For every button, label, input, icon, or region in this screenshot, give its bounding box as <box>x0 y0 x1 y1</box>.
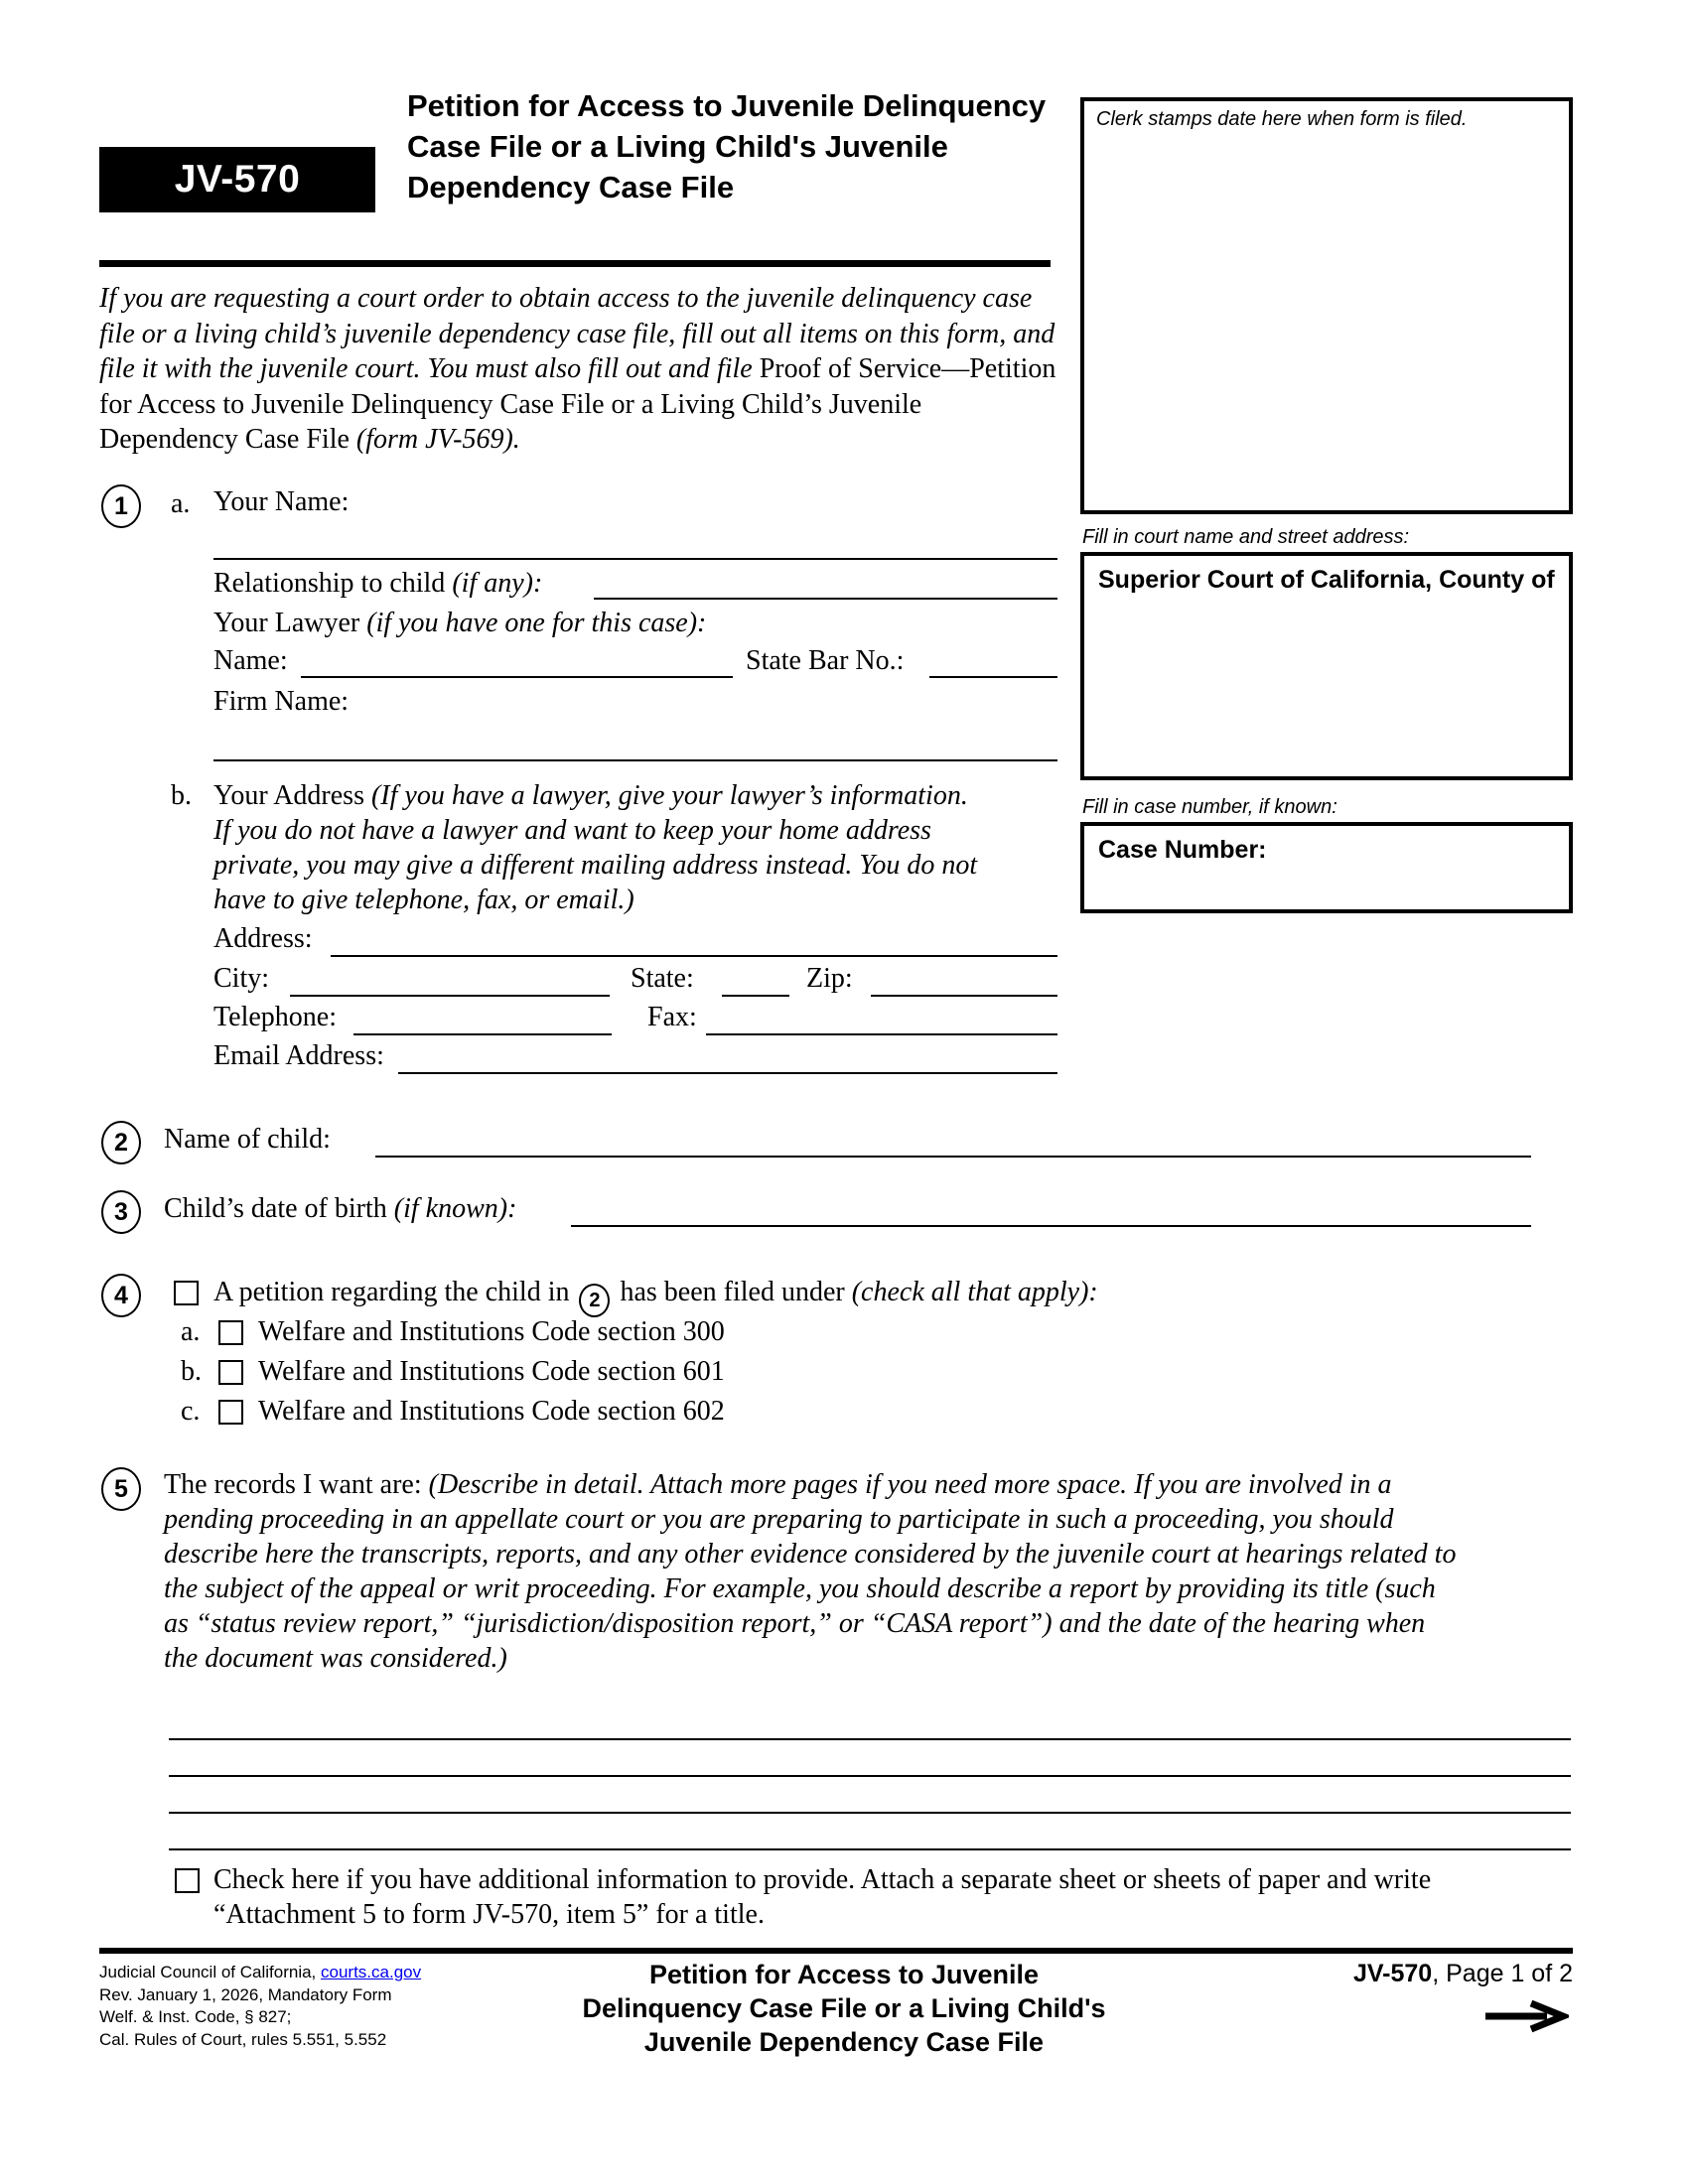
address-input[interactable] <box>331 955 1057 957</box>
child-dob-label-text: Child’s date of birth <box>164 1193 387 1224</box>
page-title: Petition for Access to Juvenile Delinquency Case File or a Living Child's Juvenile Dependency Case File <box>407 88 1047 205</box>
item-5-additional-text-2: “Attachment 5 to form JV-570, item 5” for a title. <box>213 1899 765 1930</box>
footer-revision-text: Rev. January 1, 2026, Mandatory Form <box>99 1984 392 2004</box>
clerk-stamp-caption: Clerk stamps date here when form is filed. <box>1096 108 1468 130</box>
telephone-label: Telephone: <box>213 1002 337 1032</box>
your-address-label-text: Your Address <box>213 780 364 811</box>
item-4-lead-part1: A petition regarding the child in <box>213 1277 570 1307</box>
fax-input[interactable] <box>706 1033 1057 1035</box>
footer-form-title <box>427 1958 1261 2059</box>
item-5-answer-line-2[interactable] <box>169 1775 1571 1777</box>
child-dob-label <box>164 1192 516 1226</box>
item-1a-letter: a. <box>171 488 191 519</box>
item-5-number: 5 <box>101 1467 141 1511</box>
your-address-label <box>213 779 968 813</box>
item-4c-label: Welfare and Institutions Code section 602 <box>258 1396 725 1427</box>
intro-text-part2: Proof of Service—Petition for Access to Juvenile Delinquency Case File or a Living Child’s Juvenile Dependency Case File <box>99 353 1056 455</box>
item-5-lead-text: The records I want are: <box>164 1469 422 1500</box>
relationship-hint: (if any): <box>452 568 543 599</box>
court-name-label: Superior Court of California, County of <box>1098 566 1555 594</box>
relationship-label <box>213 567 542 601</box>
item-4b-checkbox[interactable] <box>218 1360 243 1385</box>
item-5-answer-line-1[interactable] <box>169 1738 1571 1740</box>
item-4-lead-part2: has been filed under <box>620 1277 845 1307</box>
zip-input[interactable] <box>871 995 1057 997</box>
footer-rules-text: Cal. Rules of Court, rules 5.551, 5.552 <box>99 2029 387 2049</box>
item-5-hint-6: the document was considered.) <box>164 1643 507 1674</box>
zip-label: Zip: <box>806 963 853 994</box>
footer-title-line-2: Delinquency Case File or a Living Child's <box>582 1993 1106 2023</box>
footer-page-info <box>1221 1960 1573 1988</box>
header-divider <box>99 260 1051 267</box>
relationship-input[interactable] <box>594 598 1057 600</box>
lawyer-name-input[interactable] <box>301 676 733 678</box>
next-page-arrow-icon <box>1485 1999 1569 2033</box>
item-3-number: 3 <box>101 1190 141 1234</box>
item-5-answer-line-3[interactable] <box>169 1812 1571 1814</box>
item-4-ref-circle: 2 <box>579 1284 610 1317</box>
address-field-label: Address: <box>213 923 313 954</box>
footer-title-line-3: Juvenile Dependency Case File <box>643 2027 1045 2057</box>
firm-name-label: Firm Name: <box>213 686 350 717</box>
item-5-hint-4: the subject of the appeal or writ proceeding. For example, you should describe a report by providing its title (such <box>164 1573 1436 1604</box>
city-input[interactable] <box>290 995 610 997</box>
state-label: State: <box>631 963 694 994</box>
your-address-hint-2: If you do not have a lawyer and want to keep your home address <box>213 815 931 846</box>
lawyer-name-label: Name: <box>213 645 288 676</box>
item-4-number: 4 <box>101 1274 141 1317</box>
item-4c-letter: c. <box>181 1396 201 1427</box>
court-name-box[interactable] <box>1080 552 1573 780</box>
item-4a-checkbox[interactable] <box>218 1320 243 1345</box>
item-4-checkbox[interactable] <box>174 1281 199 1305</box>
state-bar-input[interactable] <box>929 676 1057 678</box>
your-name-label: Your Name: <box>213 486 350 517</box>
item-4-lead-hint: (check all that apply): <box>851 1277 1098 1307</box>
footer-legal-text <box>99 1962 421 2051</box>
name-of-child-input[interactable] <box>375 1156 1531 1158</box>
item-1b-letter: b. <box>171 780 192 811</box>
telephone-input[interactable] <box>353 1033 612 1035</box>
courts-website-link[interactable]: courts.ca.gov <box>321 1963 422 1981</box>
item-5-hint-5: as “status review report,” “jurisdiction/disposition report,” or “CASA report”) and the date of the hearing when <box>164 1608 1426 1639</box>
form-number-badge: JV-570 <box>99 147 375 212</box>
item-4a-label: Welfare and Institutions Code section 300 <box>258 1316 725 1347</box>
court-box-caption: Fill in court name and street address: <box>1082 526 1410 548</box>
state-input[interactable] <box>722 995 789 997</box>
fax-label: Fax: <box>647 1002 697 1032</box>
intro-text-part1: If you are requesting a court order to obtain access to the juvenile delinquency case file or a living child’s juvenile dependency case file, fill out all items on this form, and file it with the juvenile court. You must also fill out and file <box>99 283 1055 384</box>
footer-divider <box>99 1948 1573 1954</box>
intro-paragraph <box>99 281 1058 458</box>
item-5-additional-checkbox[interactable] <box>175 1868 200 1893</box>
case-box-caption: Fill in case number, if known: <box>1082 796 1337 818</box>
child-dob-hint: (if known): <box>393 1193 517 1224</box>
item-4b-letter: b. <box>181 1356 202 1387</box>
child-dob-input[interactable] <box>571 1225 1531 1227</box>
item-5-hint-2: pending proceeding in an appellate court or you are preparing to participate in such a proceeding, you should <box>164 1504 1394 1535</box>
item-5-lead-line <box>164 1468 1392 1502</box>
footer-form-number: JV-570 <box>1352 1960 1433 1987</box>
relationship-label-text: Relationship to child <box>213 568 446 599</box>
item-1-number: 1 <box>101 484 141 528</box>
item-4b-label: Welfare and Institutions Code section 601 <box>258 1356 725 1387</box>
case-number-label: Case Number: <box>1098 836 1267 864</box>
item-4c-checkbox[interactable] <box>218 1400 243 1425</box>
intro-text-part3: (form JV-569). <box>355 424 520 455</box>
lawyer-label <box>213 607 706 640</box>
item-5-answer-line-4[interactable] <box>169 1848 1571 1850</box>
state-bar-label: State Bar No.: <box>746 645 905 676</box>
firm-name-input[interactable] <box>213 759 1057 761</box>
item-2-number: 2 <box>101 1121 141 1164</box>
city-label: City: <box>213 963 270 994</box>
item-5-hint-1: (Describe in detail. Attach more pages if you need more space. If you are involved in a <box>428 1469 1392 1500</box>
item-5-additional-text-1: Check here if you have additional information to provide. Attach a separate sheet or sheets of paper and write <box>213 1864 1432 1895</box>
footer-council-text: Judicial Council of California, <box>99 1963 321 1981</box>
case-number-box[interactable] <box>1080 822 1573 913</box>
email-label: Email Address: <box>213 1040 384 1071</box>
your-name-input[interactable] <box>213 558 1057 560</box>
lawyer-hint: (if you have one for this case): <box>366 608 707 638</box>
footer-page-number: , Page 1 of 2 <box>1432 1960 1573 1987</box>
email-input[interactable] <box>398 1072 1057 1074</box>
footer-code-text: Welf. & Inst. Code, § 827; <box>99 2007 292 2026</box>
item-4a-letter: a. <box>181 1316 201 1347</box>
your-address-hint-1: (If you have a lawyer, give your lawyer’s information. <box>370 780 968 811</box>
name-of-child-label: Name of child: <box>164 1124 331 1155</box>
clerk-stamp-box[interactable] <box>1080 97 1573 514</box>
your-address-hint-3: private, you may give a different mailing address instead. You do not <box>213 850 978 881</box>
item-5-hint-3: describe here the transcripts, reports, and any other evidence considered by the juvenile court at hearings related to <box>164 1539 1457 1570</box>
lawyer-label-text: Your Lawyer <box>213 608 360 638</box>
your-address-hint-4: have to give telephone, fax, or email.) <box>213 885 634 915</box>
item-4-lead-text <box>213 1276 1098 1317</box>
footer-title-line-1: Petition for Access to Juvenile <box>648 1960 1040 1989</box>
